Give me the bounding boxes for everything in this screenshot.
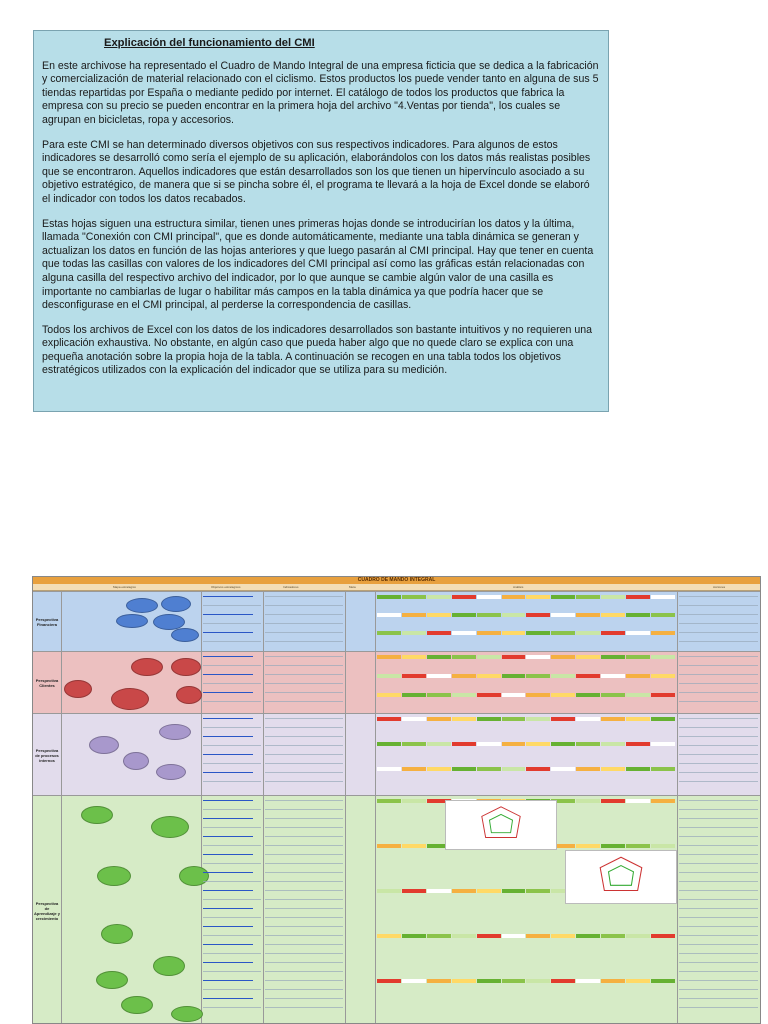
- text-line: [679, 989, 758, 990]
- text-line: [679, 781, 758, 782]
- objective-text-line: [203, 917, 261, 918]
- header-analisis: Análisis: [513, 585, 524, 589]
- objective-text-line[interactable]: [203, 632, 253, 633]
- text-line: [265, 962, 343, 963]
- text-line: [679, 772, 758, 773]
- header-indicadores: Indicadores: [283, 585, 299, 589]
- objective-text-line[interactable]: [203, 998, 253, 999]
- strategy-map-node: [176, 686, 202, 704]
- indicator-heatmap-row: [377, 595, 675, 599]
- label-procesos: Perspectiva de procesos internos: [33, 714, 62, 796]
- text-line: [265, 692, 343, 693]
- strategy-map-node: [101, 924, 133, 944]
- text-line: [679, 641, 758, 642]
- indicator-heatmap-row: [377, 631, 675, 635]
- text-line: [679, 971, 758, 972]
- objective-text-line[interactable]: [203, 718, 253, 719]
- text-line: [679, 701, 758, 702]
- text-line: [679, 596, 758, 597]
- objective-text-line[interactable]: [203, 890, 253, 891]
- text-line: [679, 665, 758, 666]
- strategy-map-node: [116, 614, 148, 628]
- text-line: [265, 772, 343, 773]
- text-line: [265, 872, 343, 873]
- text-line: [679, 809, 758, 810]
- objective-text-line: [203, 935, 261, 936]
- objective-text-line: [203, 701, 261, 702]
- objective-text-line: [203, 971, 261, 972]
- strategy-map-node: [171, 1006, 203, 1022]
- objective-text-line: [203, 683, 261, 684]
- text-line: [265, 926, 343, 927]
- text-line: [265, 989, 343, 990]
- text-line: [265, 845, 343, 846]
- header-acciones: Acciones: [713, 585, 726, 589]
- objective-text-line[interactable]: [203, 736, 253, 737]
- objective-text-line: [203, 809, 261, 810]
- text-line: [679, 674, 758, 675]
- cmi-title: CUADRO DE MANDO INTEGRAL: [33, 577, 760, 584]
- objective-text-line: [203, 827, 261, 828]
- objective-text-line[interactable]: [203, 800, 253, 801]
- text-line: [679, 836, 758, 837]
- text-line: [679, 944, 758, 945]
- text-line: [265, 701, 343, 702]
- text-line: [265, 800, 343, 801]
- text-line: [265, 665, 343, 666]
- text-line: [679, 736, 758, 737]
- text-line: [265, 614, 343, 615]
- objective-text-line: [203, 763, 261, 764]
- text-line: [265, 827, 343, 828]
- text-line: [679, 890, 758, 891]
- objective-text-line: [203, 641, 261, 642]
- label-financiera: Perspectiva Financiera: [33, 592, 62, 652]
- text-line: [265, 763, 343, 764]
- radar-chart-thumbnail: [445, 800, 557, 850]
- text-line: [679, 614, 758, 615]
- text-line: [265, 623, 343, 624]
- text-line: [679, 754, 758, 755]
- strategy-map-node: [123, 752, 149, 770]
- strategy-map-node: [126, 598, 158, 613]
- objective-text-line[interactable]: [203, 908, 253, 909]
- text-line: [265, 674, 343, 675]
- text-line: [265, 727, 343, 728]
- objective-text-line: [203, 781, 261, 782]
- objective-text-line[interactable]: [203, 944, 253, 945]
- text-line: [679, 683, 758, 684]
- objective-text-line: [203, 623, 261, 624]
- text-line: [265, 632, 343, 633]
- text-line: [265, 1007, 343, 1008]
- text-line: [265, 854, 343, 855]
- text-line: [679, 632, 758, 633]
- text-line: [679, 656, 758, 657]
- indicator-heatmap-row: [377, 613, 675, 617]
- indicator-heatmap-row: [377, 742, 675, 746]
- objective-text-line[interactable]: [203, 692, 253, 693]
- objective-text-line[interactable]: [203, 818, 253, 819]
- text-line: [679, 718, 758, 719]
- objective-text-line: [203, 863, 261, 864]
- indicator-heatmap-row: [377, 979, 675, 983]
- objective-text-line[interactable]: [203, 656, 253, 657]
- text-line: [679, 881, 758, 882]
- text-line: [679, 962, 758, 963]
- text-line: [679, 827, 758, 828]
- text-line: [265, 754, 343, 755]
- text-line: [265, 953, 343, 954]
- objective-text-line: [203, 845, 261, 846]
- text-line: [265, 745, 343, 746]
- text-line: [679, 623, 758, 624]
- objective-text-line: [203, 953, 261, 954]
- objective-text-line: [203, 745, 261, 746]
- band-aprendizaje: [33, 795, 760, 1024]
- strategy-map-node: [159, 724, 191, 740]
- strategy-map-node: [156, 764, 186, 780]
- indicator-heatmap-row: [377, 717, 675, 721]
- text-line: [265, 641, 343, 642]
- text-line: [265, 836, 343, 837]
- indicator-heatmap-row: [377, 655, 675, 659]
- objective-text-line[interactable]: [203, 754, 253, 755]
- text-line: [679, 692, 758, 693]
- text-line: [265, 781, 343, 782]
- text-line: [679, 745, 758, 746]
- text-line: [679, 953, 758, 954]
- text-line: [679, 845, 758, 846]
- text-line: [265, 935, 343, 936]
- text-line: [265, 718, 343, 719]
- text-line: [265, 656, 343, 657]
- text-line: [265, 863, 343, 864]
- text-line: [679, 763, 758, 764]
- header-meta: Meta: [349, 585, 356, 589]
- explanation-paragraph-1: En este archivose ha representado el Cuadro de Mando Integral de una empresa ficticia que se dedica a la fabricación y comercialización de material relacionado con el ciclismo. Estos productos los puede vender tanto en alguna de sus 5 tiendas repartidas por España o mediante pedido por internet. El catálogo de todos los productos que fabrica la empresa con su precio se pueden encontrar en la primera hoja del archivo "4.Ventas por tienda", los cuales se agrupan en bicicletas, ropa y accesorios.: [42, 59, 599, 126]
- band-clientes: [33, 651, 760, 714]
- text-line: [679, 818, 758, 819]
- text-line: [265, 971, 343, 972]
- indicator-heatmap-row: [377, 767, 675, 771]
- text-line: [265, 899, 343, 900]
- text-line: [265, 736, 343, 737]
- text-line: [265, 596, 343, 597]
- text-line: [679, 863, 758, 864]
- text-line: [265, 683, 343, 684]
- strategy-map-node: [97, 866, 131, 886]
- text-line: [679, 605, 758, 606]
- objective-text-line[interactable]: [203, 596, 253, 597]
- objective-text-line[interactable]: [203, 772, 253, 773]
- label-aprendizaje: Perspectiva de Aprendizaje y crecimiento: [33, 796, 62, 1024]
- text-line: [265, 908, 343, 909]
- strategy-map-node: [171, 628, 199, 642]
- indicator-heatmap-row: [377, 693, 675, 697]
- header-mapa: Mapa estratégico: [113, 585, 137, 589]
- cmi-header-row: [33, 584, 760, 591]
- strategy-map-node: [153, 956, 185, 976]
- text-line: [679, 872, 758, 873]
- map-clientes: [61, 652, 202, 714]
- text-line: [679, 935, 758, 936]
- map-aprendizaje: [61, 796, 202, 1024]
- header-objetivos: Objetivos estratégicos: [211, 585, 241, 589]
- radar-chart-thumbnail: [565, 850, 677, 904]
- text-line: [265, 944, 343, 945]
- explanation-title: Explicación del funcionamiento del CMI: [104, 37, 315, 49]
- text-line: [679, 1007, 758, 1008]
- text-line: [265, 881, 343, 882]
- explanation-paragraph-3: Estas hojas siguen una estructura similar, tienen unes primeras hojas donde se introducirían los datos y la última, llamada "Conexión con CMI principal", que es donde automáticamente, mediante una tabla dinámica se generan y actualizan los datos en función de las hojas anteriores y que luego pasarán al CMI principal. Hay que tener en cuenta que todas las casillas con valores de los indicadores del CMI principal así como las gráficas están relacionadas con alguna casilla del respectivo archivo del indicador, por lo que aunque se cambie algún valor de una casilla es importante no cambiarlas de lugar o habilitar más campos en la tabla dinámica ya que podría hacer que se desconfigurase en el CMI principal, al perderse la correspondencia de casillas.: [42, 217, 594, 312]
- objective-text-line: [203, 727, 261, 728]
- objective-text-line[interactable]: [203, 614, 253, 615]
- explanation-textbox: [33, 30, 609, 412]
- strategy-map-node: [111, 688, 149, 710]
- band-financiera: [33, 591, 760, 652]
- objective-text-line: [203, 605, 261, 606]
- strategy-map-node: [151, 816, 189, 838]
- strategy-map-node: [131, 658, 163, 676]
- objective-text-line[interactable]: [203, 962, 253, 963]
- text-line: [265, 917, 343, 918]
- strategy-map-node: [171, 658, 201, 676]
- objective-text-line: [203, 1007, 261, 1008]
- text-line: [679, 908, 758, 909]
- objective-text-line[interactable]: [203, 836, 253, 837]
- map-financiera: [61, 592, 202, 652]
- indicator-heatmap-row: [377, 674, 675, 678]
- text-line: [679, 800, 758, 801]
- strategy-map-node: [81, 806, 113, 824]
- objective-text-line[interactable]: [203, 872, 253, 873]
- objective-text-line: [203, 665, 261, 666]
- strategy-map-node: [161, 596, 191, 612]
- text-line: [679, 998, 758, 999]
- text-line: [679, 854, 758, 855]
- cmi-spreadsheet-image: [32, 576, 761, 1024]
- objective-text-line: [203, 989, 261, 990]
- objective-text-line[interactable]: [203, 980, 253, 981]
- text-line: [679, 899, 758, 900]
- strategy-map-node: [121, 996, 153, 1014]
- indicator-heatmap-row: [377, 934, 675, 938]
- objective-text-line: [203, 881, 261, 882]
- text-line: [265, 890, 343, 891]
- objective-text-line[interactable]: [203, 674, 253, 675]
- explanation-paragraph-4: Todos los archivos de Excel con los datos de los indicadores desarrollados son bastante intuitivos y no requieren una explicación exhaustiva. No obstante, en algún caso que pueda haber algo que no quede claro se explica con una pequeña anotación sobre la propia hoja de la tabla. A continuación se recogen en una tabla todos los objetivos estratégicos utilizados con la explicación del indicador que se utiliza para su medición.: [42, 323, 593, 377]
- map-procesos: [61, 714, 202, 796]
- text-line: [265, 998, 343, 999]
- label-clientes: Perspectiva Clientes: [33, 652, 62, 714]
- objective-text-line[interactable]: [203, 854, 253, 855]
- objective-text-line[interactable]: [203, 926, 253, 927]
- objective-text-line: [203, 899, 261, 900]
- text-line: [679, 980, 758, 981]
- text-line: [679, 917, 758, 918]
- explanation-paragraph-2: Para este CMI se han determinado diversos objetivos con sus respectivos indicadores. Para algunos de estos indicadores se desarrolló como sería el ejemplo de su aplicación, elaborándolos con los datos más realistas posibles que se encontraron. Aquellos indicadores que están desarrollados son los que tienen un hipervínculo asociado a su objetivo estratégico, de manera que si se pincha sobre él, el programa te llevará a la hoja de Excel donde se elaboró el indicador con todos los datos recabados.: [42, 138, 591, 205]
- strategy-map-node: [96, 971, 128, 989]
- strategy-map-node: [89, 736, 119, 754]
- text-line: [265, 809, 343, 810]
- text-line: [265, 980, 343, 981]
- text-line: [265, 818, 343, 819]
- text-line: [679, 727, 758, 728]
- text-line: [265, 605, 343, 606]
- strategy-map-node: [64, 680, 92, 698]
- band-procesos: [33, 713, 760, 796]
- text-line: [679, 926, 758, 927]
